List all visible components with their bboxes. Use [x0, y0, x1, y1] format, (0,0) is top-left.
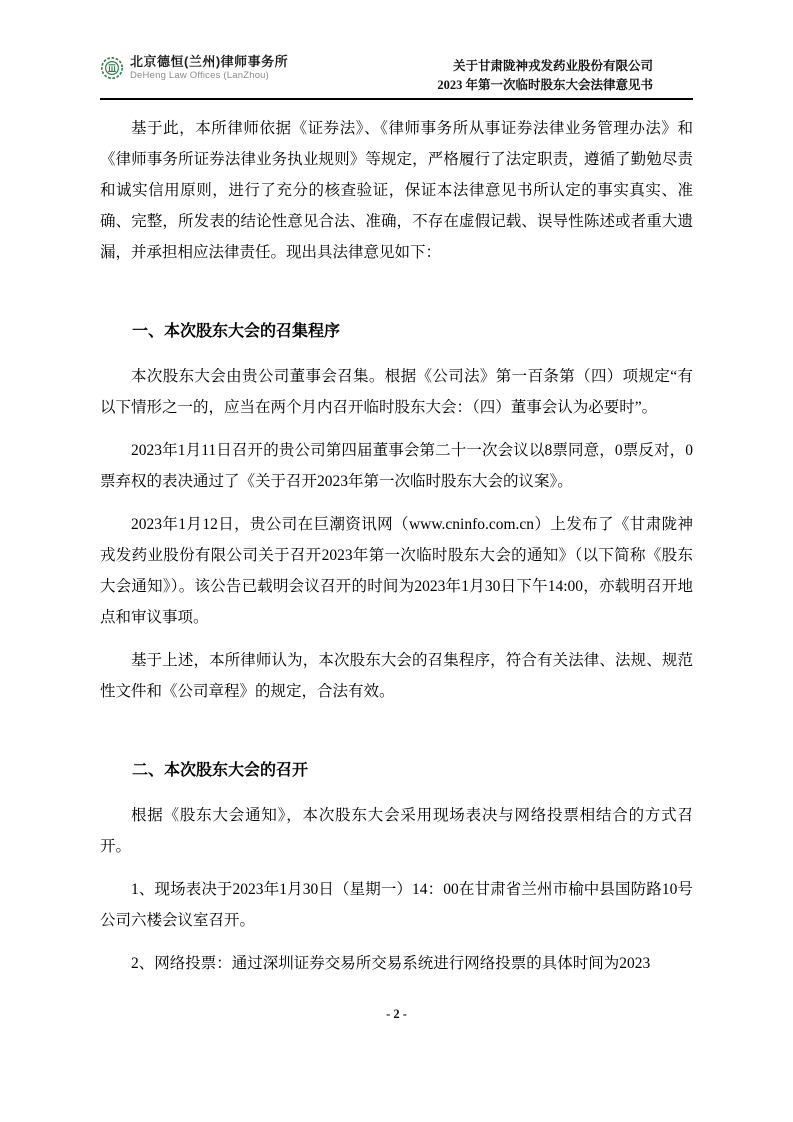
paragraph-meeting-method: 根据《股东大会通知》，本次股东大会采用现场表决与网络投票相结合的方式召开。 [100, 807, 693, 855]
firm-name-chinese: 北京德恒(兰州)律师事务所 [130, 54, 289, 69]
law-firm-brand [100, 54, 288, 86]
document-title [437, 57, 653, 95]
header-divider [100, 98, 693, 100]
paragraph-board-resolution: 2023年1月11日召开的贵公司第四届董事会第二十一次会议以8票同意，0票反对，0票弃权的表决通过了《关于召开2023年第一次临时股东大会的议案》。 [100, 442, 693, 490]
document-title-line2: 2023 年第一次临时股东大会法律意见书 [437, 78, 653, 92]
section-heading-1: 一、本次股东大会的召集程序 [132, 323, 341, 340]
paragraph-notice-publication: 2023年1月12日，贵公司在巨潮资讯网（www.cninfo.com.cn）上发布了《甘肃陇神戎发药业股份有限公司关于召开2023年第一次临时股东大会的通知》（以下简称《股东大会通知》）。该公告已载明会议召开的时间为2023年1月30日下午14:00，亦载明召开地点和审议事项。 [100, 516, 693, 626]
paragraph-convening-rule: 本次股东大会由贵公司董事会召集。根据《公司法》第一百条第（四）项规定“有以下情形之一的，应当在两个月内召开临时股东大会：（四）董事会认为必要时”。 [100, 368, 693, 416]
page-number: - 2 - [386, 1007, 407, 1021]
page-header [100, 50, 693, 98]
section-heading-2: 二、本次股东大会的召开 [132, 762, 309, 779]
firm-name-english: DeHeng Law Offices (LanZhou) [130, 70, 270, 81]
law-firm-names [130, 54, 288, 82]
paragraph-online-voting: 2、网络投票：通过深圳证券交易所交易系统进行网络投票的具体时间为2023 [131, 955, 651, 972]
paragraph-onsite-voting: 1、现场表决于2023年1月30日（星期一）14：00在甘肃省兰州市榆中县国防路10号公司六楼会议室召开。 [100, 881, 693, 929]
paragraph-convening-conclusion: 基于上述，本所律师认为，本次股东大会的召集程序，符合有关法律、法规、规范性文件和《公司章程》的规定，合法有效。 [100, 652, 693, 700]
document-body [100, 113, 693, 979]
paragraph-legal-basis: 基于此，本所律师依据《证券法》、《律师事务所从事证券法律业务管理办法》和《律师事务所证券法律业务执业规则》等规定，严格履行了法定职责，遵循了勤勉尽责和诚实信用原则，进行了充分的核查验证，保证本法律意见书所认定的事实真实、准确、完整，所发表的结论性意见合法、准确，不存在虚假记载、误导性陈述或者重大遗漏，并承担相应法律责任。现出具法律意见如下： [100, 120, 693, 261]
laurel-seal-icon [100, 55, 124, 86]
document-title-line1: 关于甘肃陇神戎发药业股份有限公司 [452, 59, 653, 73]
